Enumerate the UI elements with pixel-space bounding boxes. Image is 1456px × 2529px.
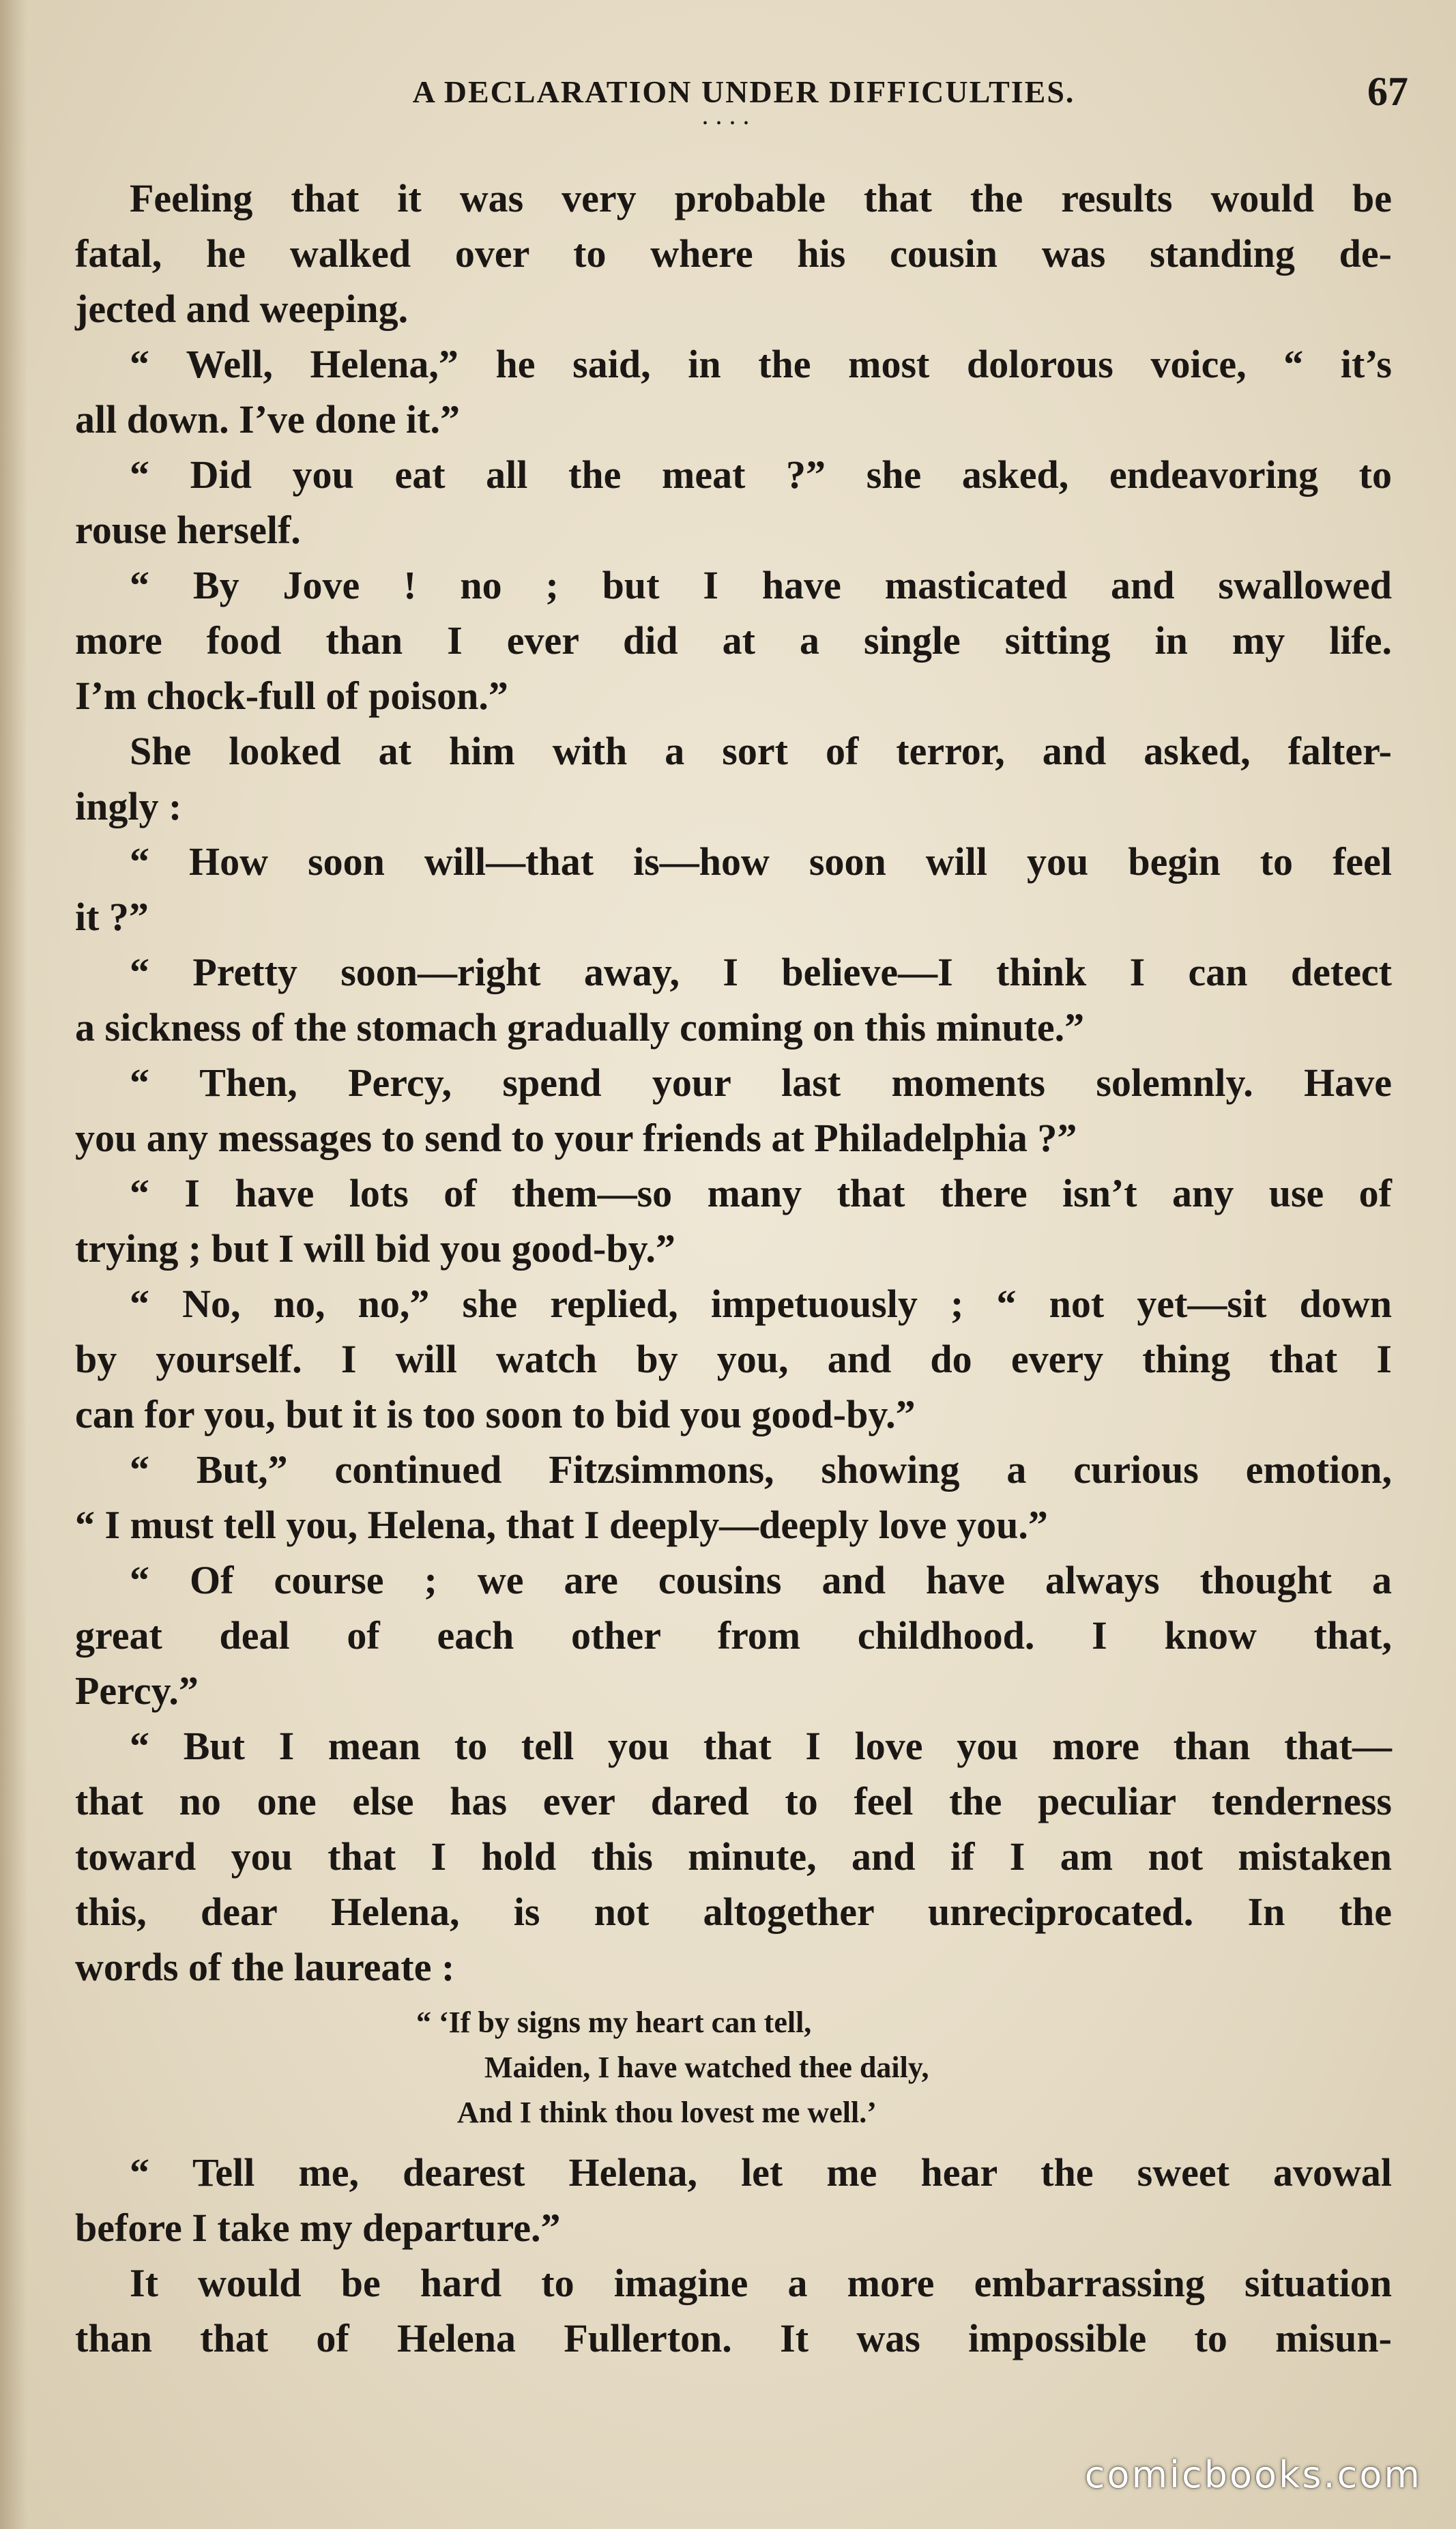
text-line: trying ; but I will bid you good-by.” [75, 1226, 675, 1271]
watermark-text: comicbooks.com [1084, 2453, 1422, 2496]
text-line: toward you that I hold this minute, and if I am not mistaken [75, 1834, 1392, 1879]
text-line: it ?” [75, 895, 149, 939]
text-line: “ But I mean to tell you that I love you more than that— [130, 1724, 1392, 1768]
text-line: great deal of each other from childhood. I know that, [75, 1613, 1392, 1658]
text-line: a sickness of the stomach gradually coming on this minute.” [75, 1005, 1085, 1050]
text-line: fatal, he walked over to where his cousin was standing de- [75, 231, 1392, 276]
body-text [75, 171, 1392, 2366]
running-title: A DECLARATION UNDER DIFFICULTIES. [412, 74, 1075, 109]
text-line: before I take my departure.” [75, 2206, 561, 2250]
text-line: “ Well, Helena,” he said, in the most dolorous voice, “ it’s [130, 342, 1392, 386]
text-line: this, dear Helena, is not altogether unreciprocated. In the [75, 1890, 1392, 1934]
text-line: words of the laureate : [75, 1945, 455, 1989]
text-line: “ How soon will—that is—how soon will you begin to feel [130, 839, 1392, 884]
text-line: more food than I ever did at a single sitting in my life. [75, 618, 1392, 663]
poem-line: And I think thou lovest me well.’ [457, 2096, 877, 2129]
text-line: It would be hard to imagine a more embarrassing situation [130, 2261, 1392, 2305]
text-line: “ I have lots of them—so many that there isn’t any use of [130, 1171, 1392, 1215]
text-line: “ Tell me, dearest Helena, let me hear the sweet avowal [130, 2150, 1392, 2195]
text-line: “ Of course ; we are cousins and have always thought a [130, 1558, 1392, 1602]
text-line: “ No, no, no,” she replied, impetuously ; “ not yet—sit down [130, 1282, 1392, 1326]
text-line: jected and weeping. [75, 287, 409, 331]
text-line: “ I must tell you, Helena, that I deeply—deeply love you.” [75, 1503, 1048, 1547]
text-line: you any messages to send to your friends at Philadelphia ?” [75, 1116, 1077, 1160]
text-line: Percy.” [75, 1668, 199, 1713]
poem-line: Maiden, I have watched thee daily, [484, 2051, 929, 2084]
text-line: that no one else has ever dared to feel the peculiar tenderness [75, 1779, 1392, 1823]
text-line: than that of Helena Fullerton. It was impossible to misun- [75, 2316, 1392, 2360]
text-line: “ But,” continued Fitzsimmons, showing a curious emotion, [130, 1447, 1392, 1492]
text-line: I’m chock-full of poison.” [75, 674, 508, 718]
text-line: can for you, but it is too soon to bid you good-by.” [75, 1392, 916, 1436]
text-line: “ Did you eat all the meat ?” she asked, endeavoring to [130, 452, 1392, 497]
text-line: rouse herself. [75, 508, 301, 552]
poem-line: “ ‘If by signs my heart can tell, [416, 2006, 812, 2039]
page-edge-shadow [0, 0, 27, 2529]
text-line: “ By Jove ! no ; but I have masticated and swallowed [130, 563, 1392, 607]
text-line: She looked at him with a sort of terror, and asked, falter- [130, 729, 1392, 773]
ornament: • • • • [703, 116, 752, 131]
text-line: ingly : [75, 784, 182, 828]
text-line: “ Pretty soon—right away, I believe—I think I can detect [130, 950, 1392, 994]
text-line: Feeling that it was very probable that the results would be [130, 176, 1392, 220]
text-line: by yourself. I will watch by you, and do every thing that I [75, 1337, 1392, 1381]
text-line: “ Then, Percy, spend your last moments solemnly. Have [130, 1060, 1392, 1105]
page-number: 67 [1367, 69, 1408, 114]
text-line: all down. I’ve done it.” [75, 397, 460, 442]
poem-quote [75, 2000, 1392, 2135]
